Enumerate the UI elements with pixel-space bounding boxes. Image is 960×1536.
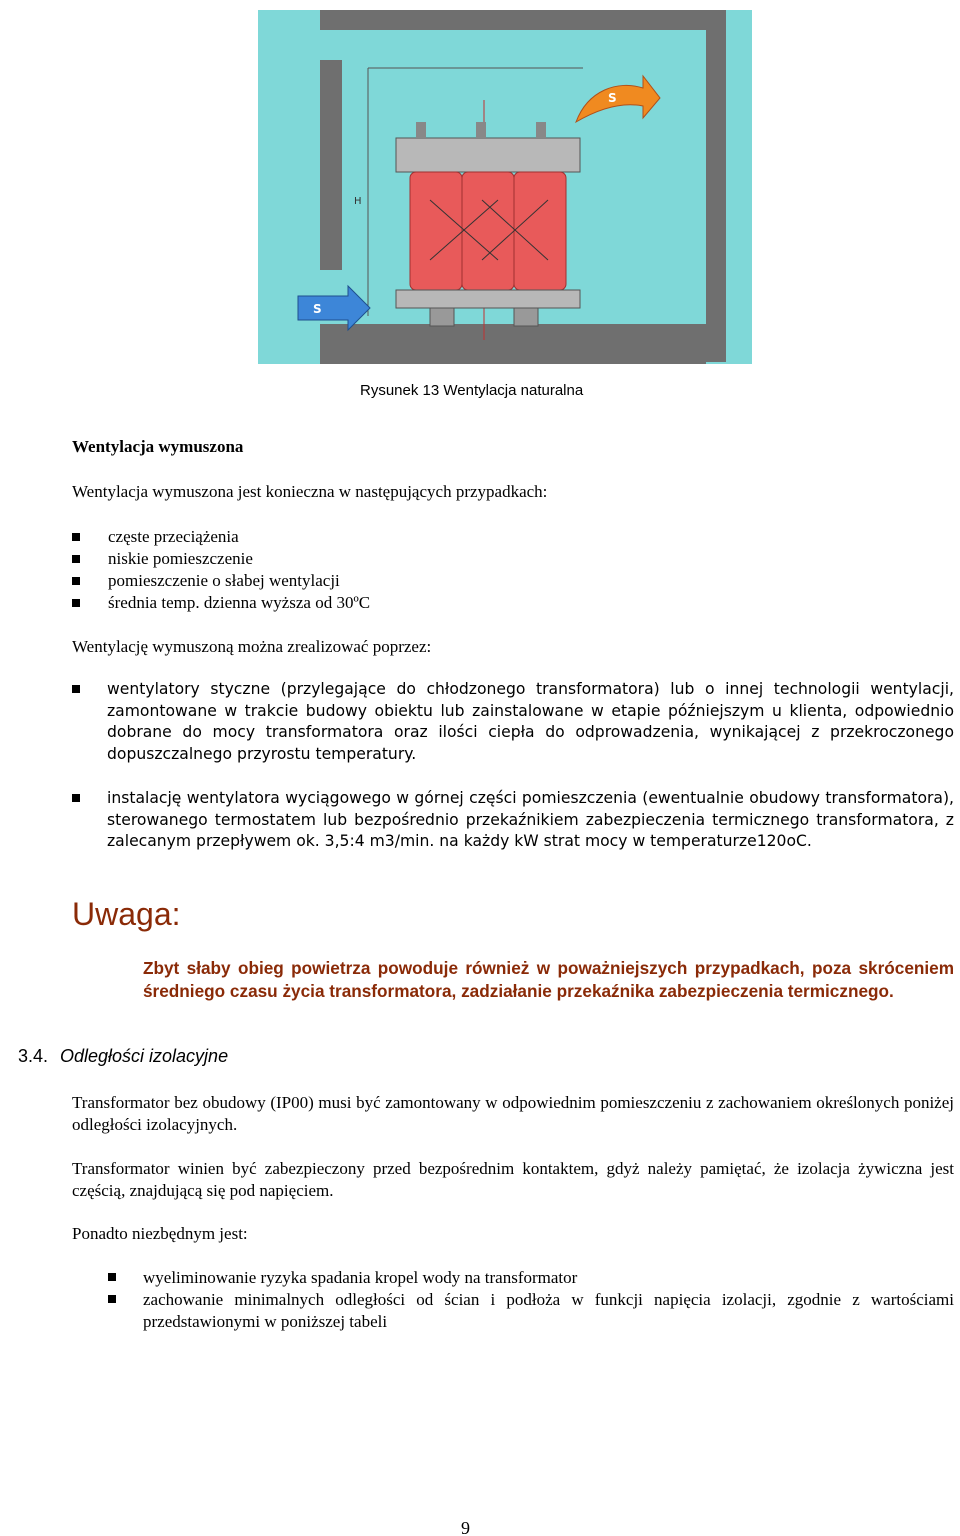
transformer-bottom-frame <box>396 290 580 308</box>
forced-ventilation-cases <box>72 526 370 614</box>
list-item: zachowanie minimalnych odległości od ścian i podłoża w funkcji napięcia izolacji, zgodnie z wartościami przedstawionymi w poniższej tabeli <box>108 1289 954 1333</box>
svg-text:S: S <box>608 91 617 105</box>
room-wall-left <box>320 60 342 270</box>
list-item: instalację wentylatora wyciągowego w górnej części pomieszczenia (ewentualnie obudowy transformatora), sterowanego termostatem lub bezpośrednio przekaźnikiem zabezpieczenia termicznego transformatora, z zalecanym przepływem ok. 3,5:4 m3/min. na każdy kW strat mocy w temperaturze120oC. <box>72 788 954 853</box>
list-item: wentylatory styczne (przylegające do chłodzonego transformatora) lub o innej technologii wentylacji, zamontowane w trakcie budowy obiektu lub zainstalowane w etapie późniejszym u klienta, odpowiednio dobrane do mocy transformatora oraz ilości ciepła do odprowadzenia, wynikającej z przekroczonego dopuszczalnego przyrostu temperatury. <box>72 679 954 765</box>
square-bullet-icon <box>108 1273 116 1281</box>
square-bullet-icon <box>72 577 80 585</box>
section-number: 3.4. <box>18 1046 49 1066</box>
list-item: wyeliminowanie ryzyka spadania kropel wody na transformator <box>108 1267 954 1289</box>
paragraph-additionally: Ponadto niezbędnym jest: <box>72 1224 248 1243</box>
list-item: niskie pomieszczenie <box>72 548 370 570</box>
paragraph-ip00: Transformator bez obudowy (IP00) musi być zamontowany w odpowiednim pomieszczeniu z zachowaniem określonych poniżej odległości izolacyjnych. <box>72 1093 954 1134</box>
square-bullet-icon <box>72 599 80 607</box>
warning-text: Zbyt słaby obieg powietrza powoduje również w poważniejszych przypadkach, poza skróceniem średniego czasu życia transformatora, zadziałanie przekaźnika zabezpieczenia termicznego. <box>143 958 954 1001</box>
section-title: Odległości izolacyjne <box>60 1046 229 1066</box>
svg-text:S: S <box>313 302 322 316</box>
natural-ventilation-diagram <box>258 10 752 364</box>
requirements-list <box>108 1267 954 1333</box>
methods-list-2 <box>72 788 954 853</box>
square-bullet-icon <box>108 1295 116 1303</box>
square-bullet-icon <box>72 555 80 563</box>
warning-title: Uwaga: <box>72 896 181 932</box>
list-item: pomieszczenie o słabej wentylacji <box>72 570 370 592</box>
room-floor <box>320 324 706 364</box>
transformer-coils <box>410 172 566 290</box>
transformer-top-frame <box>396 138 580 172</box>
exclamation-bullet-icon <box>72 794 80 802</box>
figure-caption: Rysunek 13 Wentylacja naturalna <box>360 382 584 399</box>
list-item: częste przeciążenia <box>72 526 370 548</box>
page-number: 9 <box>461 1518 470 1536</box>
heading-forced-ventilation: Wentylacja wymuszona <box>72 437 244 456</box>
square-bullet-icon <box>72 533 80 541</box>
methods-list-1 <box>72 679 954 765</box>
list-item: średnia temp. dzienna wyższa od 30ºC <box>72 592 370 614</box>
height-label: H <box>354 196 362 207</box>
paragraph-contact: Transformator winien być zabezpieczony przed bezpośrednim kontaktem, gdyż należy pamiętać, że izolacja żywiczna jest częścią, znajdującą się pod napięciem. <box>72 1159 954 1200</box>
forced-ventilation-intro: Wentylacja wymuszona jest konieczna w następujących przypadkach: <box>72 482 548 501</box>
methods-intro: Wentylację wymuszoną można zrealizować poprzez: <box>72 637 432 656</box>
exclamation-bullet-icon <box>72 685 80 693</box>
